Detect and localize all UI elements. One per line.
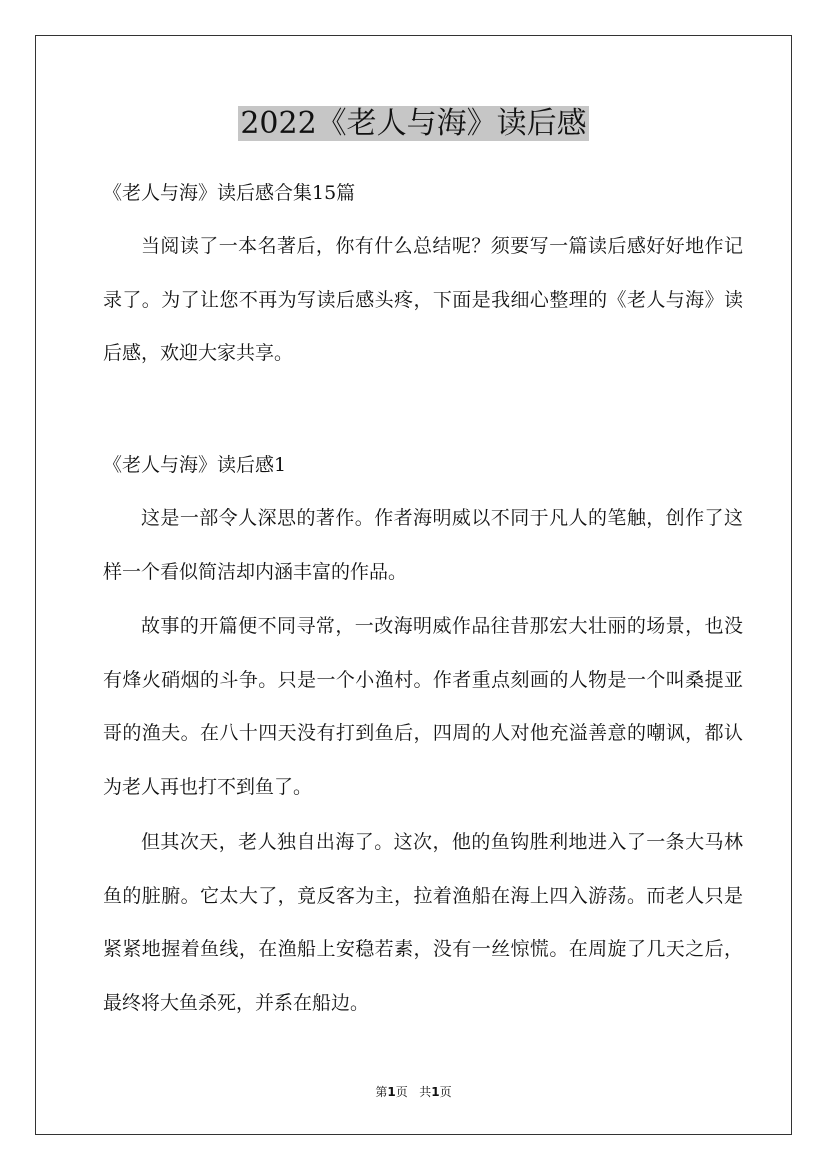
body-paragraph-3: 但其次天，老人独自出海了。这次，他的鱼钩胜利地进入了一条大马林鱼的脏腑。它太大了，竟反客为主，拉着渔船在海上四入游荡。而老人只是紧紧地握着鱼线，在渔船上安稳若素，没有一丝惊慌。在周旋了几天之后，最终将大鱼杀死，并系在船边。 (103, 831, 743, 1014)
section-heading: 《老人与海》读后感1 (103, 454, 287, 476)
body-paragraph-2: 故事的开篇便不同寻常，一改海明威作品往昔那宏大壮丽的场景，也没有烽火硝烟的斗争。只是一个小渔村。作者重点刻画的人物是一个叫桑提亚哥的渔夫。在八十四天没有打到鱼后，四周的人对他充溢善意的嘲讽，都认为老人再也打不到鱼了。 (103, 615, 743, 798)
footer-page-unit: 页 (395, 1085, 408, 1099)
document-subtitle: 《老人与海》读后感合集15篇 (103, 182, 356, 204)
page-footer (0, 1084, 827, 1100)
intro-paragraph: 当阅读了一本名著后，你有什么总结呢？须要写一篇读后感好好地作记录了。为了让您不再为写读后感头疼，下面是我细心整理的《老人与海》读后感，欢迎大家共享。 (103, 235, 743, 364)
footer-total-prefix: 共 (419, 1085, 432, 1099)
body-paragraph-1: 这是一部令人深思的著作。作者海明威以不同于凡人的笔触，创作了这样一个看似简洁却内涵丰富的作品。 (103, 507, 743, 583)
document-title (0, 104, 827, 144)
footer-total-unit: 页 (439, 1085, 452, 1099)
footer-page-prefix: 第 (375, 1085, 388, 1099)
footer-page-current: 1 (387, 1085, 396, 1099)
footer-page-total: 1 (431, 1085, 440, 1099)
document-title-text: 2022《老人与海》读后感 (240, 106, 587, 141)
